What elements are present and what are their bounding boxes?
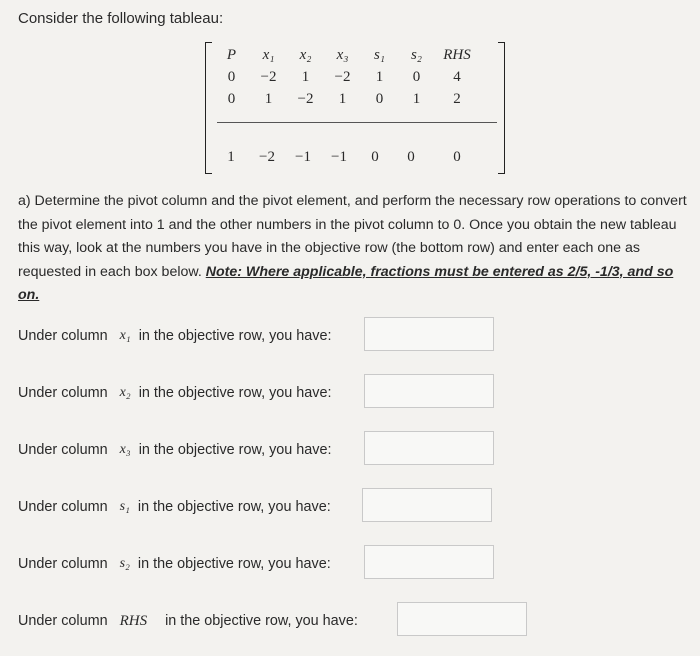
column-variable: s₂ bbox=[119, 556, 130, 571]
column-variable: x₁ bbox=[119, 328, 131, 343]
question-s1 bbox=[18, 490, 331, 524]
question-suffix: in the objective row, you have: bbox=[137, 499, 331, 515]
instructions-text: a) Determine the pivot column and the pivot element, and perform the necessary row operations to convert the pivot element into 1 and the other numbers in the pivot column to 0. Once you obtain the new tableau this way, look at the numbers you have in the objective row (the bottom row) and enter each one as requested in each box below. bbox=[18, 193, 687, 280]
tableau-cell: −2 bbox=[297, 90, 314, 107]
question-suffix: in the objective row, you have: bbox=[165, 613, 358, 629]
question-x1 bbox=[18, 319, 331, 353]
tableau-cell: 0 bbox=[412, 68, 421, 85]
question-suffix: in the objective row, you have: bbox=[137, 556, 331, 572]
column-variable: s₁ bbox=[119, 499, 130, 514]
instructions-paragraph bbox=[18, 190, 690, 308]
question-suffix: in the objective row, you have: bbox=[138, 328, 332, 344]
question-rhs bbox=[18, 604, 358, 638]
column-variable: x₂ bbox=[119, 385, 131, 400]
objective-cell: −1 bbox=[331, 148, 347, 165]
header-cell: x₁ bbox=[262, 46, 275, 63]
tableau-row bbox=[213, 88, 479, 110]
tableau-grid bbox=[213, 44, 479, 110]
answer-input-x3[interactable] bbox=[364, 431, 494, 465]
objective-cell: −2 bbox=[259, 148, 275, 165]
header-cell: P bbox=[226, 46, 237, 63]
header-cell: x₃ bbox=[336, 46, 349, 63]
question-prefix: Under column bbox=[18, 442, 108, 458]
column-variable: x₃ bbox=[119, 442, 131, 457]
tableau-divider bbox=[217, 122, 497, 123]
header-cell: x₂ bbox=[299, 46, 312, 63]
question-prefix: Under column bbox=[18, 556, 108, 572]
objective-cell: 0 bbox=[371, 148, 379, 165]
header-cell: s₁ bbox=[373, 46, 386, 63]
question-x2 bbox=[18, 376, 331, 410]
intro-text: Consider the following tableau: bbox=[18, 10, 224, 27]
question-prefix: Under column bbox=[18, 328, 108, 344]
tableau-cell: 0 bbox=[375, 90, 384, 107]
tableau-cell: 0 bbox=[227, 68, 236, 85]
answer-input-x1[interactable] bbox=[364, 317, 494, 351]
objective-cell: 0 bbox=[407, 148, 415, 165]
tableau-cell: −2 bbox=[334, 68, 351, 85]
answer-input-rhs[interactable] bbox=[397, 602, 527, 636]
objective-cell: 1 bbox=[227, 148, 235, 165]
tableau-cell: 2 bbox=[453, 90, 461, 107]
header-cell: RHS bbox=[443, 46, 471, 63]
answer-input-x2[interactable] bbox=[364, 374, 494, 408]
objective-row bbox=[213, 146, 485, 168]
tableau-cell: 1 bbox=[412, 90, 421, 107]
tableau-cell: 1 bbox=[375, 68, 384, 85]
objective-cell: −1 bbox=[295, 148, 311, 165]
question-prefix: Under column bbox=[18, 385, 108, 401]
left-bracket bbox=[205, 42, 212, 174]
tableau-cell: 1 bbox=[264, 90, 273, 107]
header-cell: s₂ bbox=[410, 46, 423, 63]
tableau-cell: −2 bbox=[260, 68, 277, 85]
question-suffix: in the objective row, you have: bbox=[138, 385, 332, 401]
tableau-cell: 4 bbox=[453, 68, 461, 85]
fraction-note: Note: Where applicable, fractions must be entered as 2/5, -1/3, and so on. bbox=[18, 263, 674, 303]
answer-input-s1[interactable] bbox=[362, 488, 492, 522]
question-x3 bbox=[18, 433, 331, 467]
answer-input-s2[interactable] bbox=[364, 545, 494, 579]
right-bracket bbox=[498, 42, 505, 174]
tableau-header-row bbox=[213, 44, 479, 66]
question-suffix: in the objective row, you have: bbox=[138, 442, 332, 458]
simplex-tableau bbox=[205, 42, 505, 172]
question-prefix: Under column bbox=[18, 499, 108, 515]
tableau-cell: 0 bbox=[227, 90, 236, 107]
question-s2 bbox=[18, 547, 331, 581]
tableau-cell: 1 bbox=[301, 68, 310, 85]
tableau-row bbox=[213, 66, 479, 88]
column-variable: RHS bbox=[119, 612, 148, 629]
question-prefix: Under column bbox=[18, 613, 108, 629]
objective-cell: 0 bbox=[453, 148, 461, 165]
tableau-cell: 1 bbox=[338, 90, 347, 107]
